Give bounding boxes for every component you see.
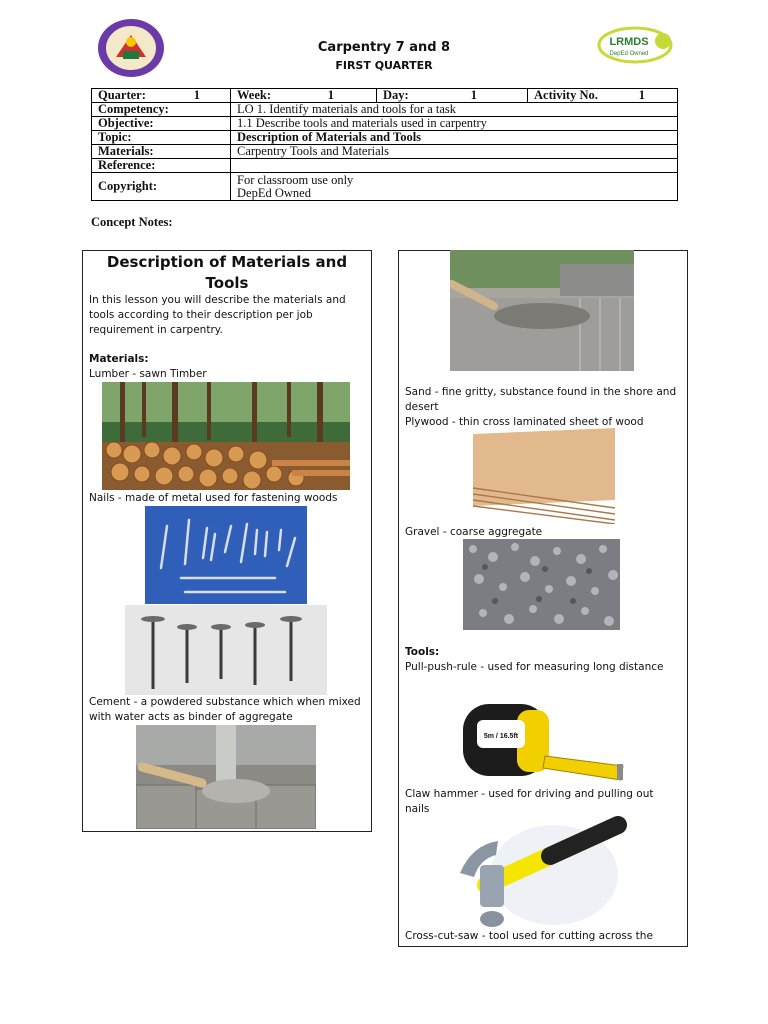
- claw-hammer-photo: [450, 815, 630, 930]
- lumber-caption: Lumber - sawn Timber: [89, 368, 207, 380]
- saw-caption: Cross-cut-saw - tool used for cutting across the: [405, 930, 653, 942]
- materials-heading: Materials:: [89, 353, 149, 365]
- quarter-cell: Quarter: 1: [92, 89, 231, 103]
- intro-text: In this lesson you will describe the materials and tools according to their description per job requirement in carpentry.: [89, 294, 346, 336]
- nails-caption: Nails - made of metal used for fastening woods: [89, 492, 338, 504]
- svg-text:5m / 16.5ft: 5m / 16.5ft: [483, 733, 519, 740]
- reference-label: Reference:: [92, 159, 231, 173]
- tools-heading: Tools:: [405, 646, 440, 658]
- materials-value: Carpentry Tools and Materials: [231, 145, 678, 159]
- gravel-caption: Gravel - coarse aggregate: [405, 526, 543, 538]
- plywood-photo: [469, 428, 615, 524]
- sand-caption: Sand - fine gritty, substance found in the shore and desert: [405, 386, 677, 413]
- copyright-value: For classroom use only DepEd Owned: [231, 173, 678, 201]
- nails-photo-2: [125, 605, 327, 695]
- nails-photo-1: [145, 506, 307, 604]
- cement-photo: [136, 725, 316, 829]
- tape-measure-photo: [457, 694, 627, 786]
- lesson-info-table: [91, 88, 678, 201]
- lrmds-logo: [597, 24, 677, 66]
- tape-caption: Pull-push-rule - used for measuring long distance: [405, 661, 664, 673]
- sand-photo: [450, 250, 634, 371]
- topic-label: Topic:: [92, 131, 231, 145]
- day-cell: Day: 1: [377, 89, 528, 103]
- box-title: Description of Materials and Tools: [106, 253, 348, 292]
- cement-caption: Cement - a powdered substance which when mixed with water acts as binder of aggregate: [89, 696, 361, 723]
- hammer-caption: Claw hammer - used for driving and pulling out nails: [405, 788, 654, 815]
- concept-notes-label: Concept Notes:: [91, 215, 173, 229]
- topic-value: Description of Materials and Tools: [231, 131, 678, 145]
- objective-label: Objective:: [92, 117, 231, 131]
- svg-text:LRMDS: LRMDS: [609, 36, 649, 48]
- competency-value: LO 1. Identify materials and tools for a task: [231, 103, 678, 117]
- document-title: Carpentry 7 and 8: [317, 40, 451, 55]
- reference-value: [231, 159, 678, 173]
- lumber-photo: [102, 382, 350, 490]
- plywood-caption: Plywood - thin cross laminated sheet of wood: [405, 416, 644, 428]
- document-subtitle: FIRST QUARTER: [335, 59, 433, 72]
- copyright-label: Copyright:: [92, 173, 231, 201]
- activity-cell: Activity No. 1: [528, 89, 678, 103]
- svg-text:DepEd Owned: DepEd Owned: [609, 51, 649, 57]
- competency-label: Competency:: [92, 103, 231, 117]
- week-cell: Week: 1: [231, 89, 377, 103]
- gravel-photo: [463, 539, 620, 630]
- objective-value: 1.1 Describe tools and materials used in carpentry: [231, 117, 678, 131]
- materials-label: Materials:: [92, 145, 231, 159]
